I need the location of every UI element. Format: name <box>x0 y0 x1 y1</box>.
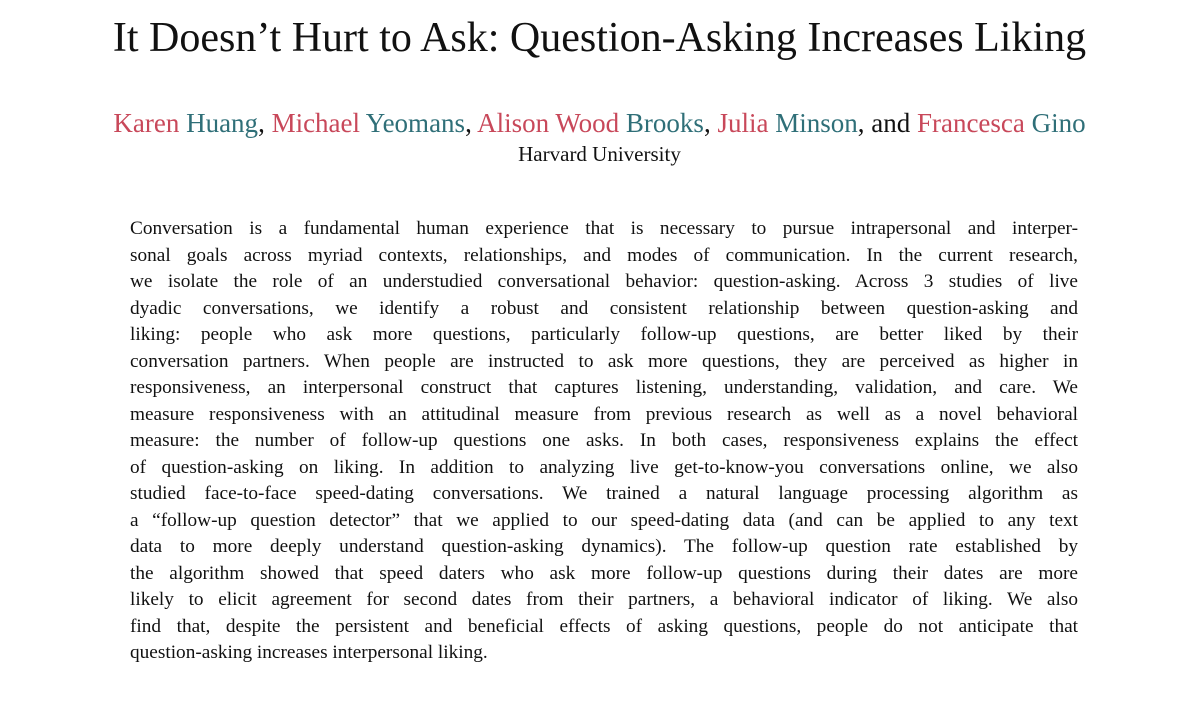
author-name <box>917 108 1086 138</box>
abstract <box>130 216 1078 667</box>
abstract-line: we isolate the role of an understudied conversational behavior: question-asking. Across 3 studies of live <box>130 271 1078 292</box>
abstract-line: of question-asking on liking. In addition to analyzing live get-to-know-you conversations online, we also <box>130 456 1078 478</box>
abstract-line: data to more deeply understand question-asking dynamics). The follow-up question rate established by <box>130 536 1078 557</box>
author-name <box>113 108 258 138</box>
author-first-name: Karen <box>113 108 180 138</box>
author-first-name: Alison Wood <box>477 108 620 138</box>
abstract-line: sonal goals across myriad contexts, relationships, and modes of communication. In the current research, <box>130 244 1078 266</box>
affiliation: Harvard University <box>518 142 681 166</box>
abstract-line: likely to elicit agreement for second dates from their partners, a behavioral indicator of liking. We also <box>130 589 1078 610</box>
abstract-line: question-asking increases interpersonal liking. <box>130 642 488 663</box>
author-first-name: Julia <box>717 108 769 138</box>
abstract-line: measure responsiveness with an attitudinal measure from previous research as well as a novel behavioral <box>130 403 1078 425</box>
author-separator: , <box>258 108 272 138</box>
author-first-name: Francesca <box>916 108 1025 138</box>
author-name <box>717 108 857 138</box>
abstract-line: responsiveness, an interpersonal construct that captures listening, understanding, validation, and care. We <box>130 377 1078 398</box>
author-name <box>272 108 466 138</box>
author-last-name: Minson <box>775 108 858 138</box>
author-last-name: Yeomans <box>365 108 466 138</box>
author-last-name: Gino <box>1031 108 1086 138</box>
abstract-line: studied face-to-face speed-dating conversations. We trained a natural language processing algorithm as <box>130 483 1078 504</box>
author-last-name: Brooks <box>625 108 704 138</box>
abstract-line: dyadic conversations, we identify a robust and consistent relationship between question-asking and <box>130 297 1078 319</box>
abstract-line: measure: the number of follow-up questions one asks. In both cases, responsiveness explains the effect <box>130 430 1078 451</box>
abstract-line: liking: people who ask more questions, particularly follow-up questions, are better liked by their <box>130 324 1078 345</box>
author-separator: , and <box>857 108 917 138</box>
author-last-name: Huang <box>186 108 259 138</box>
abstract-line: find that, despite the persistent and beneficial effects of asking questions, people do not anticipate that <box>130 615 1078 637</box>
abstract-line: conversation partners. When people are instructed to ask more questions, they are perceived as higher in <box>130 350 1078 372</box>
abstract-line: a “follow-up question detector” that we applied to our speed-dating data (and can be applied to any text <box>130 509 1078 531</box>
abstract-line: Conversation is a fundamental human experience that is necessary to pursue intrapersonal and interper- <box>130 218 1078 239</box>
author-name <box>477 108 704 138</box>
author-separator: , <box>703 108 718 138</box>
author-separator: , <box>465 108 478 138</box>
abstract-line: the algorithm showed that speed daters who ask more follow-up questions during their dates are more <box>130 562 1078 584</box>
paper-title: It Doesn’t Hurt to Ask: Question-Asking Increases Liking <box>112 15 1087 61</box>
author-first-name: Michael <box>271 108 361 138</box>
author-list <box>0 106 1199 140</box>
